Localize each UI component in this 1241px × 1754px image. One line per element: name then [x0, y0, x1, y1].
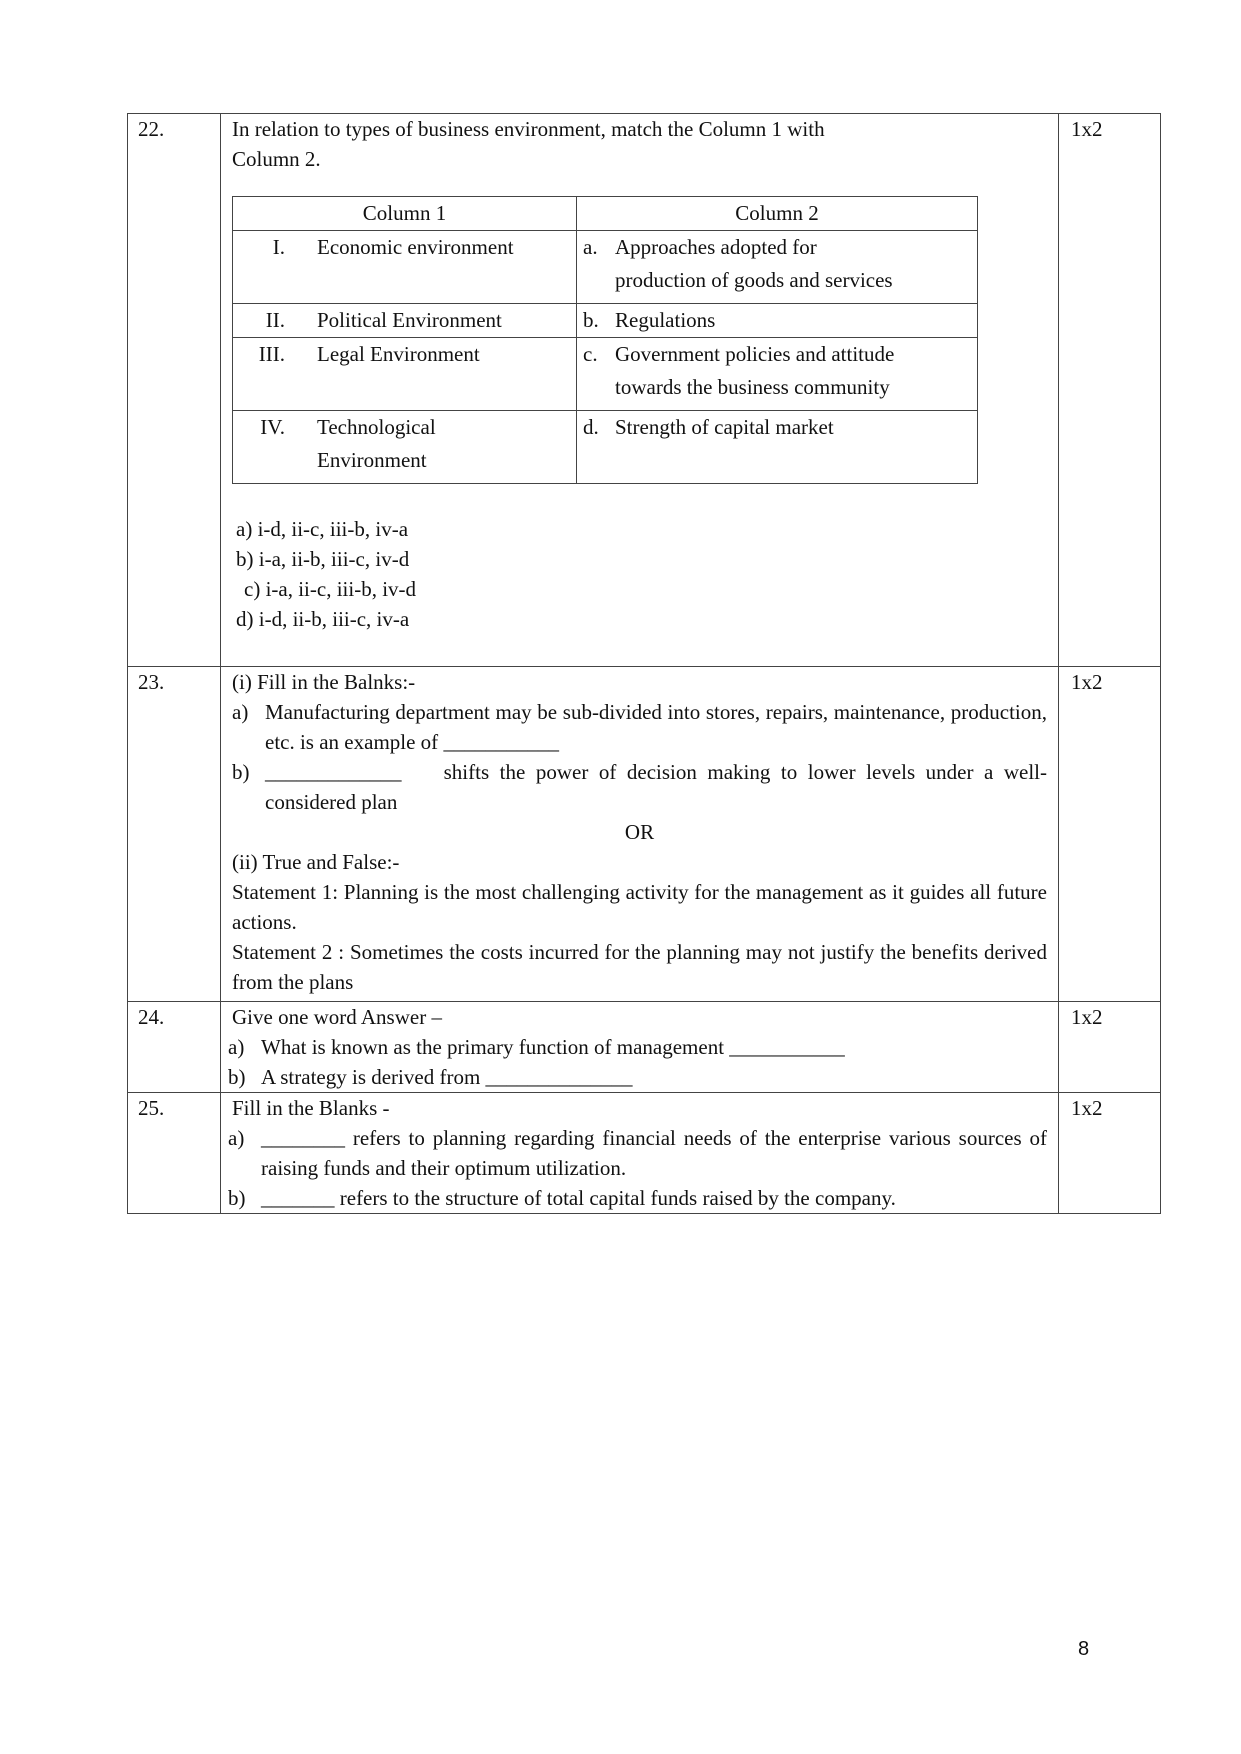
sub-question-b [228, 1183, 1047, 1213]
column-2-item: Strength of capital market [615, 415, 834, 439]
marks: 1x2 [1071, 1005, 1103, 1029]
column-1-item: Economic environment [317, 235, 514, 259]
letter-label: c. [583, 342, 598, 366]
sub-question-label: a) [232, 700, 249, 724]
match-row [233, 231, 978, 304]
match-row [233, 411, 978, 484]
answer-blank: ___________ [443, 730, 559, 754]
sub-question-label: b) [232, 760, 250, 784]
question-number: 24. [138, 1005, 165, 1029]
letter-label: d. [583, 415, 599, 439]
question-stem: In relation to types of business environment, match the Column 1 with [232, 117, 825, 141]
answer-option: d) i-d, ii-b, iii-c, iv-a [236, 607, 410, 631]
column-2-item: Government policies and attitude [615, 342, 895, 366]
question-row-24 [128, 1002, 1161, 1093]
roman-numeral: II. [265, 308, 285, 332]
sub-question-label: b) [228, 1065, 246, 1089]
question-stem-cont: Column 2. [232, 147, 321, 171]
question-number: 25. [138, 1096, 165, 1120]
sub-question-b [228, 1062, 1047, 1092]
sub-question-text: Manufacturing department may be sub-divided into stores, repairs, maintenance, production, etc. is an example of [265, 700, 1047, 754]
column-2-item: Approaches adopted for [615, 235, 817, 259]
sub-question-b [232, 757, 1047, 817]
roman-numeral: III. [258, 342, 285, 366]
statement-1: Statement 1: Planning is the most challenging activity for the management as it guides all future actions. [232, 880, 1047, 934]
match-row [233, 304, 978, 338]
part-title: (ii) True and False:- [232, 850, 400, 874]
question-row-25 [128, 1093, 1161, 1214]
statement-2: Statement 2 : Sometimes the costs incurred for the planning may not justify the benefits derived from the plans [232, 940, 1047, 994]
roman-numeral: IV. [260, 415, 285, 439]
column-1-item: Technological [317, 415, 436, 439]
question-number: 22. [138, 117, 165, 141]
match-row [233, 338, 978, 411]
answer-option: b) i-a, ii-b, iii-c, iv-d [236, 547, 410, 571]
letter-label: a. [583, 235, 598, 259]
sub-question-text: ________ refers to planning regarding financial needs of the enterprise various sources of raising funds and their optimum utilization. [261, 1126, 1047, 1180]
question-row-23 [128, 667, 1161, 1002]
question-title: Give one word Answer – [232, 1005, 442, 1029]
column-1-item: Political Environment [317, 308, 502, 332]
sub-question-a [228, 1123, 1047, 1183]
column-2-item: Regulations [615, 308, 716, 332]
marks: 1x2 [1071, 117, 1103, 141]
or-divider: OR [624, 820, 655, 844]
sub-question-text: shifts the power of decision making to lower levels under a well-considered plan [265, 760, 1047, 814]
answer-options [236, 514, 1047, 666]
question-number: 23. [138, 670, 165, 694]
sub-question-a [232, 697, 1047, 757]
column-2-item-cont: production of goods and services [615, 268, 893, 292]
sub-question-label: a) [228, 1126, 245, 1150]
page-number: 8 [1078, 1638, 1090, 1660]
question-title: Fill in the Blanks - [232, 1096, 390, 1120]
column-1-header: Column 1 [233, 197, 577, 231]
question-table [127, 113, 1161, 1214]
sub-question-text: _______ refers to the structure of total capital funds raised by the company. [261, 1186, 896, 1210]
question-row-22 [128, 114, 1161, 667]
sub-question-text: What is known as the primary function of management ___________ [261, 1035, 845, 1059]
letter-label: b. [583, 308, 599, 332]
column-2-header: Column 2 [577, 197, 978, 231]
answer-option: a) i-d, ii-c, iii-b, iv-a [236, 517, 409, 541]
sub-question-a [228, 1032, 1047, 1062]
column-1-item-cont: Environment [317, 448, 427, 472]
sub-question-text: A strategy is derived from ______________ [261, 1065, 633, 1089]
marks: 1x2 [1071, 1096, 1103, 1120]
roman-numeral: I. [272, 235, 285, 259]
column-1-item: Legal Environment [317, 342, 480, 366]
part-title: (i) Fill in the Balnks:- [232, 670, 416, 694]
match-table [232, 196, 978, 484]
column-2-item-cont: towards the business community [615, 375, 890, 399]
answer-option: c) i-a, ii-c, iii-b, iv-d [244, 577, 417, 601]
sub-question-label: a) [228, 1035, 245, 1059]
sub-question-label: b) [228, 1186, 246, 1210]
answer-blank: _____________ [265, 760, 402, 784]
marks: 1x2 [1071, 670, 1103, 694]
